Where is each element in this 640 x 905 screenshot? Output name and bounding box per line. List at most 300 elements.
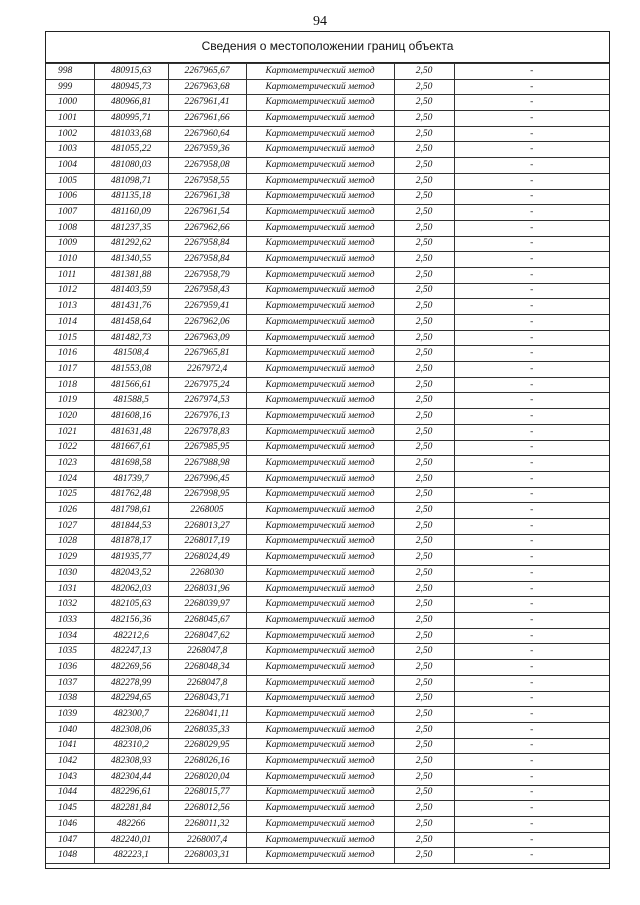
x-coordinate-cell: 480915,63 [94, 64, 168, 80]
table-row [46, 79, 609, 95]
x-coordinate-cell: 482156,36 [94, 613, 168, 629]
table-title: Сведения о местоположении границ объекта [46, 32, 609, 63]
table-row [46, 534, 609, 550]
y-coordinate-cell: 2268017,19 [168, 534, 246, 550]
method-cell: Картометрический метод [246, 503, 394, 519]
method-cell: Картометрический метод [246, 299, 394, 315]
precision-cell: 2,50 [394, 79, 454, 95]
x-coordinate-cell: 481878,17 [94, 534, 168, 550]
description-cell: - [454, 173, 609, 189]
y-coordinate-cell: 2268045,67 [168, 613, 246, 629]
method-cell: Картометрический метод [246, 550, 394, 566]
description-cell: - [454, 377, 609, 393]
x-coordinate-cell: 481739,7 [94, 471, 168, 487]
y-coordinate-cell: 2267962,66 [168, 220, 246, 236]
y-coordinate-cell: 2268015,77 [168, 785, 246, 801]
method-cell: Картометрический метод [246, 675, 394, 691]
table-row [46, 173, 609, 189]
description-cell: - [454, 722, 609, 738]
description-cell: - [454, 644, 609, 660]
description-cell: - [454, 79, 609, 95]
table-row [46, 722, 609, 738]
y-coordinate-cell: 2268012,56 [168, 801, 246, 817]
table-row [46, 503, 609, 519]
method-cell: Картометрический метод [246, 801, 394, 817]
y-coordinate-cell: 2267976,13 [168, 409, 246, 425]
table-row [46, 566, 609, 582]
point-number-cell: 1017 [46, 362, 94, 378]
x-coordinate-cell: 482296,61 [94, 785, 168, 801]
method-cell: Картометрический метод [246, 628, 394, 644]
point-number-cell: 1008 [46, 220, 94, 236]
x-coordinate-cell: 481403,59 [94, 283, 168, 299]
precision-cell: 2,50 [394, 785, 454, 801]
precision-cell: 2,50 [394, 675, 454, 691]
method-cell: Картометрический метод [246, 471, 394, 487]
point-number-cell: 1035 [46, 644, 94, 660]
y-coordinate-cell: 2268007,4 [168, 832, 246, 848]
y-coordinate-cell: 2267961,38 [168, 189, 246, 205]
description-cell: - [454, 518, 609, 534]
description-cell: - [454, 660, 609, 676]
description-cell: - [454, 456, 609, 472]
description-cell: - [454, 503, 609, 519]
table-row [46, 471, 609, 487]
y-coordinate-cell: 2267958,84 [168, 236, 246, 252]
precision-cell: 2,50 [394, 252, 454, 268]
description-cell: - [454, 738, 609, 754]
point-number-cell: 1044 [46, 785, 94, 801]
table-row [46, 817, 609, 833]
table-row [46, 142, 609, 158]
precision-cell: 2,50 [394, 409, 454, 425]
x-coordinate-cell: 481508,4 [94, 346, 168, 362]
table-row [46, 393, 609, 409]
x-coordinate-cell: 482043,52 [94, 566, 168, 582]
point-number-cell: 1022 [46, 440, 94, 456]
point-number-cell: 1032 [46, 597, 94, 613]
method-cell: Картометрический метод [246, 518, 394, 534]
method-cell: Картометрический метод [246, 456, 394, 472]
point-number-cell: 1033 [46, 613, 94, 629]
table-row [46, 424, 609, 440]
x-coordinate-cell: 482105,63 [94, 597, 168, 613]
point-number-cell: 1021 [46, 424, 94, 440]
precision-cell: 2,50 [394, 346, 454, 362]
method-cell: Картометрический метод [246, 707, 394, 723]
method-cell: Картометрический метод [246, 362, 394, 378]
table-row [46, 456, 609, 472]
y-coordinate-cell: 2268043,71 [168, 691, 246, 707]
description-cell: - [454, 534, 609, 550]
precision-cell: 2,50 [394, 817, 454, 833]
table-row [46, 126, 609, 142]
x-coordinate-cell: 482308,93 [94, 754, 168, 770]
description-cell: - [454, 581, 609, 597]
precision-cell: 2,50 [394, 173, 454, 189]
precision-cell: 2,50 [394, 754, 454, 770]
method-cell: Картометрический метод [246, 377, 394, 393]
description-cell: - [454, 613, 609, 629]
precision-cell: 2,50 [394, 801, 454, 817]
method-cell: Картометрический метод [246, 189, 394, 205]
precision-cell: 2,50 [394, 487, 454, 503]
table-row [46, 189, 609, 205]
table-row [46, 330, 609, 346]
table-row [46, 785, 609, 801]
y-coordinate-cell: 2268011,32 [168, 817, 246, 833]
precision-cell: 2,50 [394, 550, 454, 566]
x-coordinate-cell: 481340,55 [94, 252, 168, 268]
method-cell: Картометрический метод [246, 691, 394, 707]
description-cell: - [454, 330, 609, 346]
table-row [46, 769, 609, 785]
precision-cell: 2,50 [394, 330, 454, 346]
point-number-cell: 1043 [46, 769, 94, 785]
point-number-cell: 1007 [46, 205, 94, 221]
table-row [46, 801, 609, 817]
description-cell: - [454, 832, 609, 848]
x-coordinate-cell: 481844,53 [94, 518, 168, 534]
table-row [46, 440, 609, 456]
table-row [46, 550, 609, 566]
precision-cell: 2,50 [394, 158, 454, 174]
x-coordinate-cell: 480995,71 [94, 111, 168, 127]
x-coordinate-cell: 482304,44 [94, 769, 168, 785]
description-cell: - [454, 785, 609, 801]
description-cell: - [454, 95, 609, 111]
point-number-cell: 1003 [46, 142, 94, 158]
y-coordinate-cell: 2267959,41 [168, 299, 246, 315]
method-cell: Картометрический метод [246, 769, 394, 785]
y-coordinate-cell: 2267958,79 [168, 267, 246, 283]
description-cell: - [454, 393, 609, 409]
point-number-cell: 1004 [46, 158, 94, 174]
y-coordinate-cell: 2267958,55 [168, 173, 246, 189]
x-coordinate-cell: 482294,65 [94, 691, 168, 707]
y-coordinate-cell: 2268047,8 [168, 644, 246, 660]
table-row [46, 377, 609, 393]
x-coordinate-cell: 482223,1 [94, 848, 168, 864]
precision-cell: 2,50 [394, 362, 454, 378]
x-coordinate-cell: 481667,61 [94, 440, 168, 456]
point-number-cell: 1000 [46, 95, 94, 111]
table-row [46, 691, 609, 707]
y-coordinate-cell: 2267963,09 [168, 330, 246, 346]
precision-cell: 2,50 [394, 111, 454, 127]
description-cell: - [454, 346, 609, 362]
method-cell: Картометрический метод [246, 597, 394, 613]
y-coordinate-cell: 2267960,64 [168, 126, 246, 142]
precision-cell: 2,50 [394, 722, 454, 738]
point-number-cell: 1027 [46, 518, 94, 534]
table-row [46, 283, 609, 299]
y-coordinate-cell: 2267958,43 [168, 283, 246, 299]
point-number-cell: 1048 [46, 848, 94, 864]
table-row [46, 220, 609, 236]
description-cell: - [454, 769, 609, 785]
point-number-cell: 1028 [46, 534, 94, 550]
description-cell: - [454, 267, 609, 283]
method-cell: Картометрический метод [246, 283, 394, 299]
method-cell: Картометрический метод [246, 581, 394, 597]
method-cell: Картометрический метод [246, 722, 394, 738]
x-coordinate-cell: 481798,61 [94, 503, 168, 519]
precision-cell: 2,50 [394, 644, 454, 660]
description-cell: - [454, 158, 609, 174]
x-coordinate-cell: 481935,77 [94, 550, 168, 566]
description-cell: - [454, 205, 609, 221]
point-number-cell: 1020 [46, 409, 94, 425]
point-number-cell: 1005 [46, 173, 94, 189]
point-number-cell: 1009 [46, 236, 94, 252]
table-row [46, 628, 609, 644]
y-coordinate-cell: 2268024,49 [168, 550, 246, 566]
point-number-cell: 1031 [46, 581, 94, 597]
table-row [46, 738, 609, 754]
description-cell: - [454, 64, 609, 80]
method-cell: Картометрический метод [246, 848, 394, 864]
precision-cell: 2,50 [394, 64, 454, 80]
y-coordinate-cell: 2267998,95 [168, 487, 246, 503]
point-number-cell: 1016 [46, 346, 94, 362]
y-coordinate-cell: 2267961,66 [168, 111, 246, 127]
point-number-cell: 1034 [46, 628, 94, 644]
method-cell: Картометрический метод [246, 817, 394, 833]
table-row [46, 95, 609, 111]
y-coordinate-cell: 2268035,33 [168, 722, 246, 738]
precision-cell: 2,50 [394, 424, 454, 440]
method-cell: Картометрический метод [246, 126, 394, 142]
x-coordinate-cell: 481698,58 [94, 456, 168, 472]
precision-cell: 2,50 [394, 205, 454, 221]
point-number-cell: 1038 [46, 691, 94, 707]
boundary-table-frame [45, 31, 610, 869]
table-row [46, 754, 609, 770]
table-row [46, 707, 609, 723]
y-coordinate-cell: 2267958,84 [168, 252, 246, 268]
x-coordinate-cell: 482062,03 [94, 581, 168, 597]
point-number-cell: 1006 [46, 189, 94, 205]
y-coordinate-cell: 2267988,98 [168, 456, 246, 472]
y-coordinate-cell: 2267965,81 [168, 346, 246, 362]
x-coordinate-cell: 482269,56 [94, 660, 168, 676]
method-cell: Картометрический метод [246, 785, 394, 801]
x-coordinate-cell: 481135,18 [94, 189, 168, 205]
method-cell: Картометрический метод [246, 566, 394, 582]
precision-cell: 2,50 [394, 142, 454, 158]
x-coordinate-cell: 481431,76 [94, 299, 168, 315]
precision-cell: 2,50 [394, 236, 454, 252]
y-coordinate-cell: 2267959,36 [168, 142, 246, 158]
description-cell: - [454, 299, 609, 315]
precision-cell: 2,50 [394, 660, 454, 676]
point-number-cell: 1047 [46, 832, 94, 848]
y-coordinate-cell: 2267963,68 [168, 79, 246, 95]
precision-cell: 2,50 [394, 471, 454, 487]
method-cell: Картометрический метод [246, 267, 394, 283]
x-coordinate-cell: 482247,13 [94, 644, 168, 660]
x-coordinate-cell: 482300,7 [94, 707, 168, 723]
description-cell: - [454, 440, 609, 456]
y-coordinate-cell: 2268020,04 [168, 769, 246, 785]
y-coordinate-cell: 2267961,54 [168, 205, 246, 221]
table-row [46, 236, 609, 252]
point-number-cell: 1011 [46, 267, 94, 283]
precision-cell: 2,50 [394, 566, 454, 582]
method-cell: Картометрический метод [246, 487, 394, 503]
precision-cell: 2,50 [394, 299, 454, 315]
x-coordinate-cell: 481381,88 [94, 267, 168, 283]
y-coordinate-cell: 2267975,24 [168, 377, 246, 393]
method-cell: Картометрический метод [246, 660, 394, 676]
precision-cell: 2,50 [394, 738, 454, 754]
precision-cell: 2,50 [394, 613, 454, 629]
method-cell: Картометрический метод [246, 754, 394, 770]
y-coordinate-cell: 2268039,97 [168, 597, 246, 613]
table-row [46, 487, 609, 503]
method-cell: Картометрический метод [246, 252, 394, 268]
y-coordinate-cell: 2268047,8 [168, 675, 246, 691]
precision-cell: 2,50 [394, 456, 454, 472]
precision-cell: 2,50 [394, 189, 454, 205]
precision-cell: 2,50 [394, 534, 454, 550]
table-row [46, 267, 609, 283]
table-row [46, 581, 609, 597]
x-coordinate-cell: 481458,64 [94, 315, 168, 331]
point-number-cell: 1010 [46, 252, 94, 268]
precision-cell: 2,50 [394, 393, 454, 409]
y-coordinate-cell: 2268047,62 [168, 628, 246, 644]
method-cell: Картометрический метод [246, 142, 394, 158]
precision-cell: 2,50 [394, 597, 454, 613]
table-row [46, 613, 609, 629]
method-cell: Картометрический метод [246, 315, 394, 331]
point-number-cell: 1023 [46, 456, 94, 472]
x-coordinate-cell: 482281,84 [94, 801, 168, 817]
method-cell: Картометрический метод [246, 346, 394, 362]
point-number-cell: 1046 [46, 817, 94, 833]
point-number-cell: 1019 [46, 393, 94, 409]
y-coordinate-cell: 2267978,83 [168, 424, 246, 440]
method-cell: Картометрический метод [246, 330, 394, 346]
x-coordinate-cell: 482212,6 [94, 628, 168, 644]
point-number-cell: 1014 [46, 315, 94, 331]
point-number-cell: 1041 [46, 738, 94, 754]
x-coordinate-cell: 481055,22 [94, 142, 168, 158]
point-number-cell: 1026 [46, 503, 94, 519]
x-coordinate-cell: 481631,48 [94, 424, 168, 440]
point-number-cell: 1042 [46, 754, 94, 770]
table-row [46, 644, 609, 660]
description-cell: - [454, 111, 609, 127]
method-cell: Картометрический метод [246, 205, 394, 221]
precision-cell: 2,50 [394, 267, 454, 283]
y-coordinate-cell: 2268041,11 [168, 707, 246, 723]
precision-cell: 2,50 [394, 220, 454, 236]
table-row [46, 409, 609, 425]
table-row [46, 346, 609, 362]
description-cell: - [454, 142, 609, 158]
x-coordinate-cell: 481080,03 [94, 158, 168, 174]
description-cell: - [454, 252, 609, 268]
point-number-cell: 998 [46, 64, 94, 80]
precision-cell: 2,50 [394, 377, 454, 393]
method-cell: Картометрический метод [246, 613, 394, 629]
precision-cell: 2,50 [394, 848, 454, 864]
description-cell: - [454, 628, 609, 644]
point-number-cell: 999 [46, 79, 94, 95]
x-coordinate-cell: 481566,61 [94, 377, 168, 393]
x-coordinate-cell: 481482,73 [94, 330, 168, 346]
x-coordinate-cell: 481762,48 [94, 487, 168, 503]
description-cell: - [454, 675, 609, 691]
method-cell: Картометрический метод [246, 158, 394, 174]
description-cell: - [454, 550, 609, 566]
method-cell: Картометрический метод [246, 424, 394, 440]
description-cell: - [454, 691, 609, 707]
method-cell: Картометрический метод [246, 64, 394, 80]
precision-cell: 2,50 [394, 518, 454, 534]
x-coordinate-cell: 481237,35 [94, 220, 168, 236]
coordinates-table-body [46, 64, 609, 864]
table-row [46, 111, 609, 127]
table-row [46, 158, 609, 174]
method-cell: Картометрический метод [246, 738, 394, 754]
description-cell: - [454, 409, 609, 425]
x-coordinate-cell: 482266 [94, 817, 168, 833]
precision-cell: 2,50 [394, 769, 454, 785]
point-number-cell: 1002 [46, 126, 94, 142]
y-coordinate-cell: 2267962,06 [168, 315, 246, 331]
table-row [46, 362, 609, 378]
x-coordinate-cell: 480966,81 [94, 95, 168, 111]
description-cell: - [454, 283, 609, 299]
description-cell: - [454, 126, 609, 142]
description-cell: - [454, 566, 609, 582]
x-coordinate-cell: 480945,73 [94, 79, 168, 95]
y-coordinate-cell: 2267958,08 [168, 158, 246, 174]
x-coordinate-cell: 481553,08 [94, 362, 168, 378]
method-cell: Картометрический метод [246, 644, 394, 660]
point-number-cell: 1018 [46, 377, 94, 393]
description-cell: - [454, 424, 609, 440]
point-number-cell: 1013 [46, 299, 94, 315]
description-cell: - [454, 848, 609, 864]
x-coordinate-cell: 482310,2 [94, 738, 168, 754]
method-cell: Картометрический метод [246, 393, 394, 409]
table-row [46, 299, 609, 315]
table-row [46, 597, 609, 613]
point-number-cell: 1037 [46, 675, 94, 691]
description-cell: - [454, 801, 609, 817]
description-cell: - [454, 754, 609, 770]
description-cell: - [454, 220, 609, 236]
description-cell: - [454, 236, 609, 252]
y-coordinate-cell: 2268031,96 [168, 581, 246, 597]
y-coordinate-cell: 2267974,53 [168, 393, 246, 409]
table-row [46, 518, 609, 534]
x-coordinate-cell: 481588,5 [94, 393, 168, 409]
description-cell: - [454, 315, 609, 331]
point-number-cell: 1045 [46, 801, 94, 817]
method-cell: Картометрический метод [246, 95, 394, 111]
table-row [46, 64, 609, 80]
table-row [46, 832, 609, 848]
precision-cell: 2,50 [394, 315, 454, 331]
method-cell: Картометрический метод [246, 111, 394, 127]
point-number-cell: 1040 [46, 722, 94, 738]
